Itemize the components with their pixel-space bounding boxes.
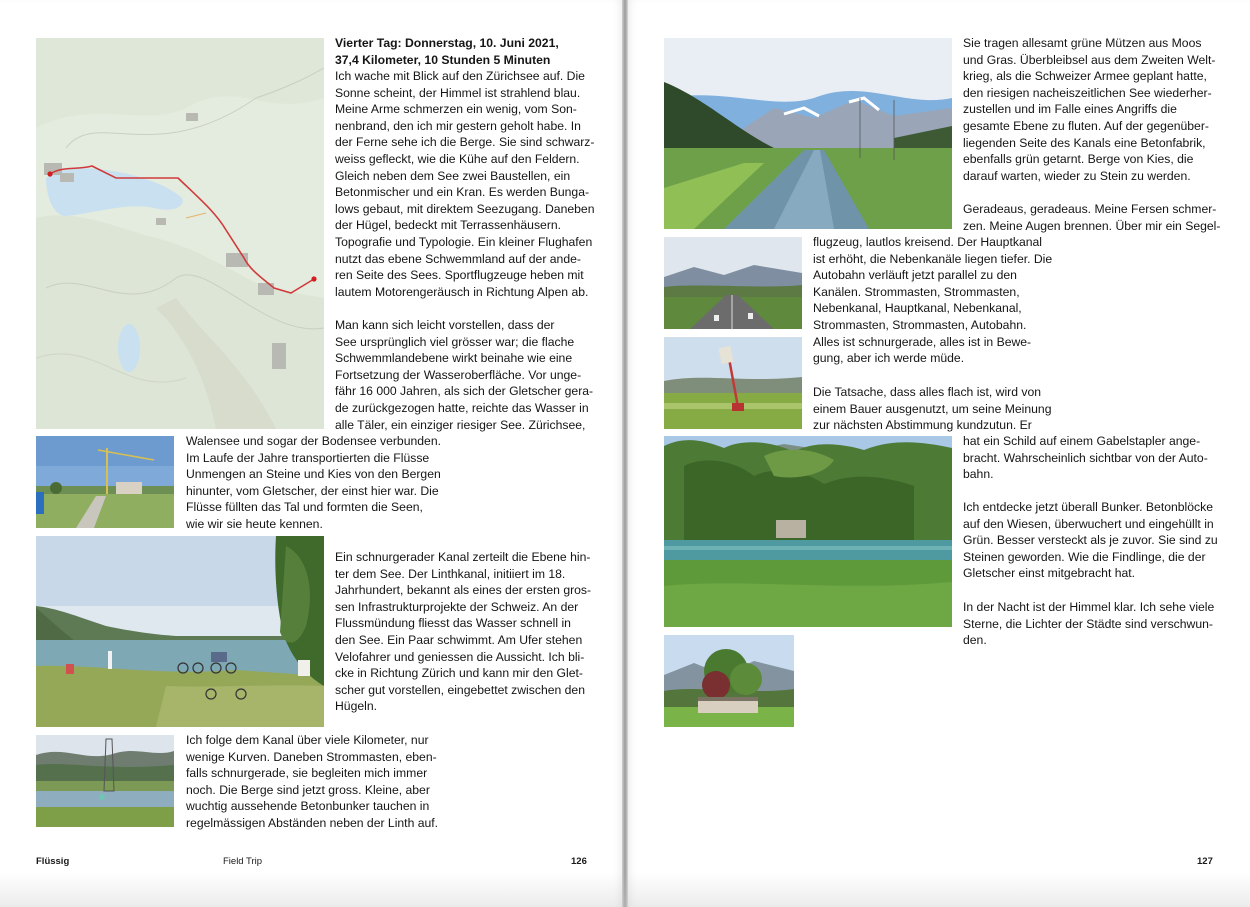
route-map-image — [36, 38, 324, 429]
book-gutter — [622, 0, 628, 907]
canal-pylon-photo — [36, 735, 174, 827]
lake-shore-cyclists-photo — [36, 536, 324, 727]
chapter-heading: Vierter Tag: Donnerstag, 10. Juni 2021, 37,4 Kilometer, 10 Stunden 5 Minuten — [335, 36, 559, 67]
bunker-tree-photo — [664, 635, 794, 727]
page-number: 127 — [1197, 856, 1213, 867]
footer-section-title: Flüssig — [36, 856, 70, 867]
body-paragraph: Man kann sich leicht vorstellen, dass der See ursprünglich viel grösser war; die flache Schwemmlandebene wirkt beinahe wie eine Fortsetzung der Wasseroberfläche. Vor unge- fähr 16 000 Jahren, als sich der Gletscher gera- de zurückgezogen hatte, reichte das Wasser in alle Täler, ein einziger riesiger See. Zürichsee, — [335, 318, 594, 432]
body-paragraph: hat ein Schild auf einem Gabelstapler ange- bracht. Wahrscheinlich sichtbar von der Auto- bahn. — [963, 434, 1208, 482]
page-number: 126 — [571, 856, 587, 867]
canal-mountains-photo — [664, 38, 952, 229]
crane-construction-photo — [36, 436, 174, 528]
body-paragraph: Geradeaus, geradeaus. Meine Fersen schmer- zen. Meine Augen brennen. Über mir ein Segel- — [963, 202, 1221, 233]
body-paragraph: flugzeug, lautlos kreisend. Der Hauptkanal ist erhöht, die Nebenkanäle liegen tiefer. Die Autobahn verläuft jetzt parallel zu den Kanälen. Strommasten, Strommasten, Nebenkanal, Hauptkanal, Nebenkanal, Strommasten, Strommasten, Autobahn. Alles ist schnurgerade, alles ist in Bewe- gung, aber ich werde müde. — [813, 235, 1053, 366]
body-paragraph: In der Nacht ist der Himmel klar. Ich sehe viele Sterne, die Lichter der Städte sind verschwun- den. — [963, 600, 1215, 648]
footer-series-title: Field Trip — [223, 856, 263, 867]
body-paragraph: Die Tatsache, dass alles flach ist, wird von einem Bauer ausgenutzt, um seine Meinung zur nächsten Abstimmung kundzutun. Er — [813, 385, 1052, 433]
body-paragraph: Ich entdecke jetzt überall Bunker. Betonblöcke auf den Wiesen, überwuchert und eingehüllt in Grün. Besser versteckt als je zuvor. Sie sind zu Steinen geworden. Wie die Findlinge, die der Gletscher einst mitgebracht hat. — [963, 500, 1218, 581]
body-paragraph: Sie tragen allesamt grüne Mützen aus Moos und Gras. Überbleibsel aus dem Zweiten Welt- krieg, als die Schweizer Armee geplant hatte, den riesigen nacheiszeitlichen See wiederher- zustellen und im Falle eines Angriffs die gesamte Ebene zu fluten. Auf der gegenüber- liegenden Seite des Kanals eine Betonfabrik, ebenfalls grün getarnt. Berge von Kies, die darauf warten, wieder zu Stein zu werden. — [963, 36, 1216, 183]
trees-water-photo — [664, 436, 952, 627]
body-paragraph: Walensee und sogar der Bodensee verbunden. Im Laufe der Jahre transportierten die Flüsse Unmengen an Steine und Kies von den Bergen hinunter, vom Gletscher, der einst hier war. Die Flüsse füllten das Tal und formten die Seen, wie wir sie heute kennen. — [186, 434, 441, 531]
body-paragraph: Ich wache mit Blick auf den Zürichsee auf. Die Sonne scheint, der Himmel ist strahlend blau. Meine Arme schmerzen ein wenig, vom Son- nenbrand, den ich mir gestern geholt habe. In der Ferne sehe ich die Berge. Sie sind schwarz- weiss gefleckt, wie die Kühe auf den Feldern. Gleich neben dem See zwei Baustellen, ein Betonmischer und ein Kran. Es werden Bunga- lows gebaut, mit direktem Seezugang. Daneben der Hügel, bedeckt mit Terrassenhäusern. Topografie und Typologie. Ein kleiner Flughafen nutzt das ebene Schwemmland auf der ande- ren Seite des Sees. Sportflugzeuge heben mit lautem Motorengeräusch in Richtung Alpen ab. — [335, 69, 595, 299]
highway-photo — [664, 237, 802, 329]
forklift-sign-photo — [664, 337, 802, 429]
body-paragraph: Ein schnurgerader Kanal zerteilt die Ebene hin- ter dem See. Der Linthkanal, initiiert im 18. Jahrhundert, bekannt als eines der ersten gros- sen Infrastrukturprojekte der Schweiz. An der Flussmündung fliesst das Wasser schnell in den See. Ein Paar schwimmt. Am Ufer stehen Velofahrer und geniessen die Aussicht. Ich bli- cke in Richtung Zürich und kann mir den Glet- scher gut vorstellen, eingebettet zwischen den Hügeln. — [335, 550, 592, 714]
body-paragraph: Ich folge dem Kanal über viele Kilometer, nur wenige Kurven. Daneben Strommasten, eben- falls schnurgerade, sie begleiten mich immer noch. Die Berge sind jetzt gross. Kleine, aber wuchtig aussehende Betonbunker tauchen in regelmässigen Abständen neben der Linth auf. — [186, 733, 439, 830]
